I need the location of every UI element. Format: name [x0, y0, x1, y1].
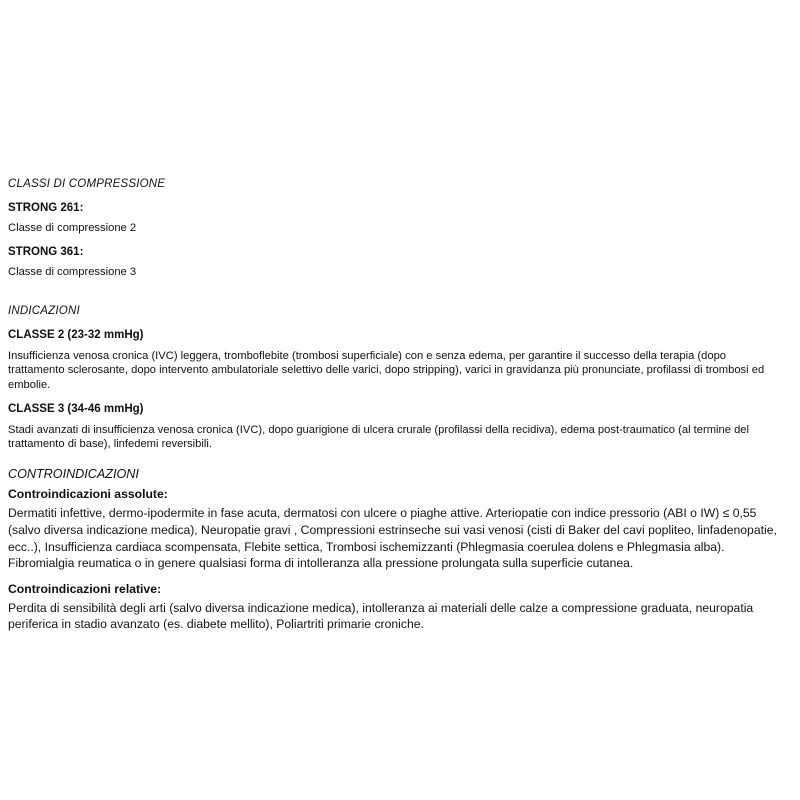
compression-class-label-strong-261: STRONG 261: [8, 201, 84, 214]
compression-class-label-strong-361: STRONG 361: [8, 246, 84, 259]
section-heading-indicazioni: INDICAZIONI [8, 305, 80, 318]
indication-text-classe-2: Insufficienza venosa cronica (IVC) leggera, tromboflebite (trombosi superficiale) con e senza edema, per garantire il successo della terapia (dopo trattamento sclerosante, dopo intervento ambulatoriale selettivo delle varici, dopo stripping), varici in gravidanza più pronunciate, profilassi di trombosi ed embolie. [8, 349, 765, 392]
compression-class-text-strong-261: Classe di compressione 2 [8, 222, 137, 235]
spacer-after-classi [8, 289, 782, 305]
compression-class-item-2 [8, 245, 782, 280]
compression-class-text-strong-361: Classe di compressione 3 [8, 266, 137, 279]
contraindication-text-assolute: Dermatiti infettive, dermo-ipodermite in fase acuta, dermatosi con ulcere o piaghe attive. Arteriopatie con indice pressorio (ABI o IW) ≤ 0,55 (salvo diversa indicazione medica), Neuropatie gravi , Compressioni estrinseche sui vasi venosi (cisti di Baker del cavi popliteo, linfadenopatie, ecc..), Insufficienza cardiaca scompensata, Flebite settica, Trombosi ischemizzanti (Phlegmasia coerulea dolens e Phlegmasia alba). Fibromialgia reumatica o in genere qualsiasi forma di intolleranza alla pressione prolungata sulla superficie cutanea. [8, 506, 777, 571]
contraindication-text-relative: Perdita di sensibilità degli arti (salvo diversa indicazione medica), intolleranza ai materiali delle calze a compressione graduata, neuropatia periferica in stadio avanzato (es. diabete mellito), Poliartriti primarie croniche. [8, 600, 754, 632]
section-classi-di-compressione [8, 178, 782, 280]
contraindication-item-assolute [8, 487, 782, 571]
indication-label-classe-3: CLASSE 3 (34-46 mmHg) [8, 403, 144, 416]
indication-item-classe-2 [8, 328, 782, 393]
contraindication-item-relative [8, 582, 782, 633]
indication-text-classe-3: Stadi avanzati di insufficienza venosa cronica (IVC), dopo guarigione di ulcera crurale (profilassi della recidiva), edema post-traumatico (al termine del trattamento di base), linfedemi reversibili. [8, 423, 750, 451]
section-indicazioni [8, 305, 782, 452]
section-controindicazioni [8, 467, 782, 633]
contraindication-label-relative: Controindicazioni relative: [8, 581, 162, 596]
contraindication-label-assolute: Controindicazioni assolute: [8, 487, 168, 502]
indication-label-classe-2: CLASSE 2 (23-32 mmHg) [8, 329, 144, 342]
section-heading-classi-di-compressione: CLASSI DI COMPRESSIONE [8, 178, 166, 190]
section-heading-controindicazioni: CONTROINDICAZIONI [8, 467, 139, 482]
indication-item-classe-3 [8, 402, 782, 452]
compression-class-item-1 [8, 201, 782, 236]
